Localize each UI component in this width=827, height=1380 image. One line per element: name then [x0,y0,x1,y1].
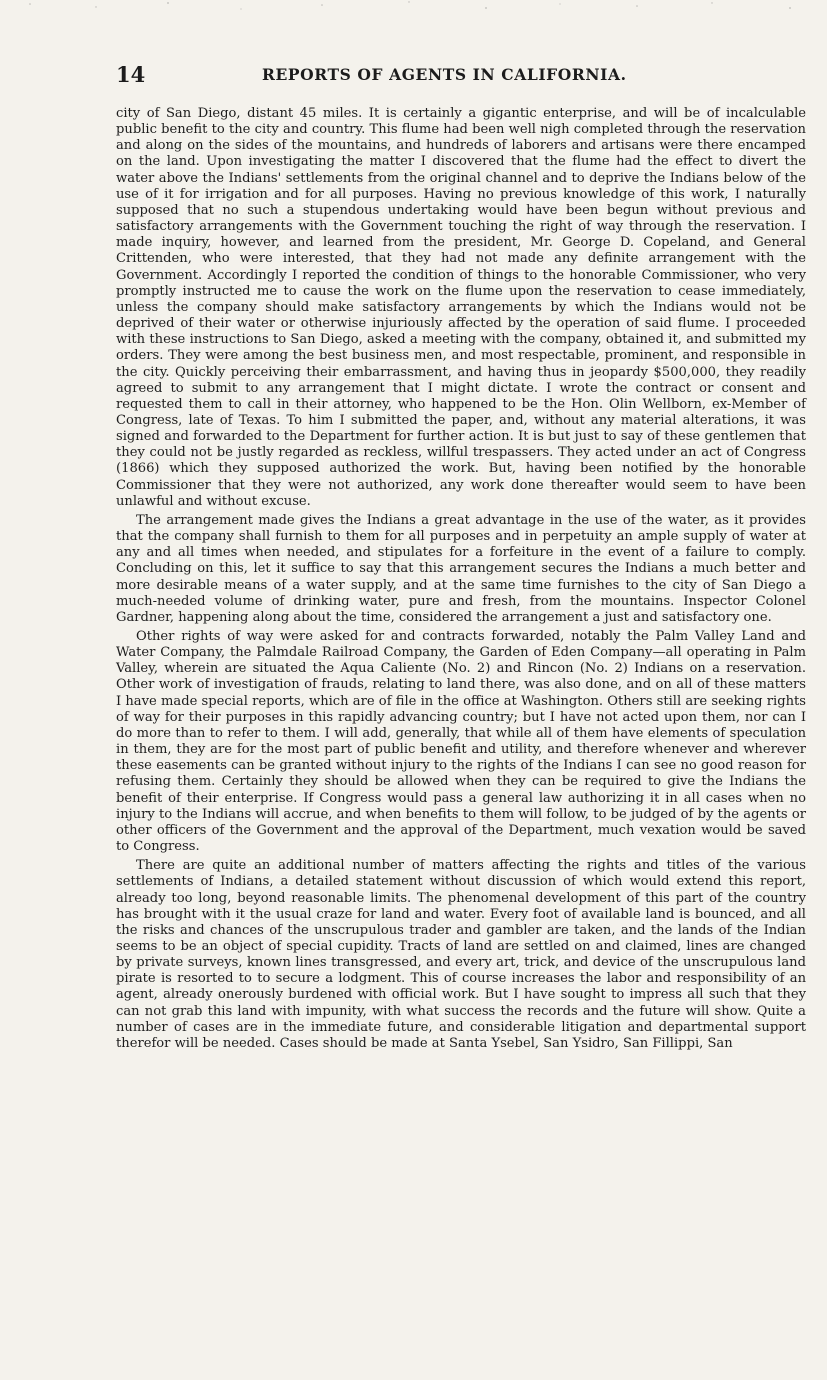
scan-specks [0,0,827,14]
running-title: REPORTS OF AGENTS IN CALIFORNIA. [262,65,627,84]
paragraph: Other rights of way were asked for and contracts forwarded, notably the Palm Valley Land and Water Company, the Palmdale Railroad Company, the Garden of Eden Company—all operating in Palm Valley, wherein are situated the Aqua Caliente (No. 2) and Rincon (No. 2) Indians on a reservation. Other work of investigation of frauds, relating to land there, was also done, and on all of these matters I have made special reports, which are of file in the office at Washington. Others still are seeking rights of way for their purposes in this rapidly advancing country; but I have not acted upon them, nor can I do more than to refer to them. I will add, generally, that while all of them have elements of speculation in them, they are for the most part of public benefit and utility, and therefore whenever and wherever these easements can be granted without injury to the rights of the Indians I can see no good reason for refusing them. Certainly they should be allowed when they can be required to give the Indians the benefit of their enterprise. If Congress would pass a general law authorizing it in all cases when no injury to the Indians will accrue, and when benefits to them will follow, to be judged of by the agents or other officers of the Government and the approval of the Department, much vexation would be saved to Congress. [116,629,806,855]
paragraph: city of San Diego, distant 45 miles. It is certainly a gigantic enterprise, and will be of incalculable public benefit to the city and country. This flume had been well nigh completed through the reservation and along on the sides of the mountains, and hundreds of laborers and artisans were there encamped on the land. Upon investigating the matter I discovered that the flume had the effect to divert the water above the Indians' settlements from the original channel and to deprive the Indians below of the use of it for irrigation and for all purposes. Having no previous knowledge of this work, I naturally supposed that no such a stupendous undertaking would have been begun without previous and satisfactory arrangements with the Government touching the right of way through the reservation. I made inquiry, however, and learned from the president, Mr. George D. Copeland, and General Crittenden, who were interested, that they had not made any definite arrangement with the Government. Accordingly I reported the condition of things to the honorable Commissioner, who very promptly instructed me to cause the work on the flume upon the reservation to cease immediately, unless the company should make satisfactory arrangements by which the Indians would not be deprived of their water or otherwise injuriously affected by the operation of said flume. I proceeded with these instructions to San Diego, asked a meeting with the company, obtained it, and submitted my orders. They were among the best business men, and most respectable, prominent, and responsible in the city. Quickly perceiving their embarrassment, and having thus in jeopardy $500,000, they readily agreed to submit to any arrangement that I might dictate. I wrote the contract or consent and requested them to call in their attorney, who happened to be the Hon. Olin Wellborn, ex-Member of Congress, late of Texas. To him I submitted the paper, and, without any material alterations, it was signed and forwarded to the Department for further action. It is but just to say of these gentlemen that they could not be justly regarded as reckless, willful trespassers. They acted under an act of Congress (1866) which they supposed authorized the work. But, having been notified by the honorable Commissioner that they were not authorized, any work done thereafter would seem to have been unlawful and without excuse. [116,106,806,509]
page-header [116,62,806,88]
body-text [116,106,806,1055]
page-number: 14 [116,62,146,87]
paragraph: There are quite an additional number of matters affecting the rights and titles of the various settlements of Indians, a detailed statement without discussion of which would extend this report, already too long, beyond reasonable limits. The phenomenal development of this part of the country has brought with it the usual craze for land and water. Every foot of available land is bounced, and all the risks and chances of the unscrupulous trader and gambler are taken, and the lands of the Indian seems to be an object of special cupidity. Tracts of land are settled on and claimed, lines are changed by private surveys, known lines transgressed, and every art, trick, and device of the unscrupulous land pirate is resorted to to secure a lodgment. This of course increases the labor and responsibility of an agent, already onerously burdened with official work. But I have sought to impress all such that they can not grab this land with impunity, with what success the records and the future will show. Quite a number of cases are in the immediate future, and considerable litigation and departmental support therefor will be needed. Cases should be made at Santa Ysebel, San Ysidro, San Fillippi, San [116,858,806,1051]
paragraph: The arrangement made gives the Indians a great advantage in the use of the water, as it provides that the company shall furnish to them for all purposes and in perpetuity an ample supply of water at any and all times when needed, and stipulates for a forfeiture in the event of a failure to comply. Concluding on this, let it suffice to say that this arrangement secures the Indians a much better and more desirable means of a water supply, and at the same time furnishes to the city of San Diego a much-needed volume of drinking water, pure and fresh, from the mountains. Inspector Colonel Gardner, happening along about the time, considered the arrangement a just and satisfactory one. [116,512,806,625]
